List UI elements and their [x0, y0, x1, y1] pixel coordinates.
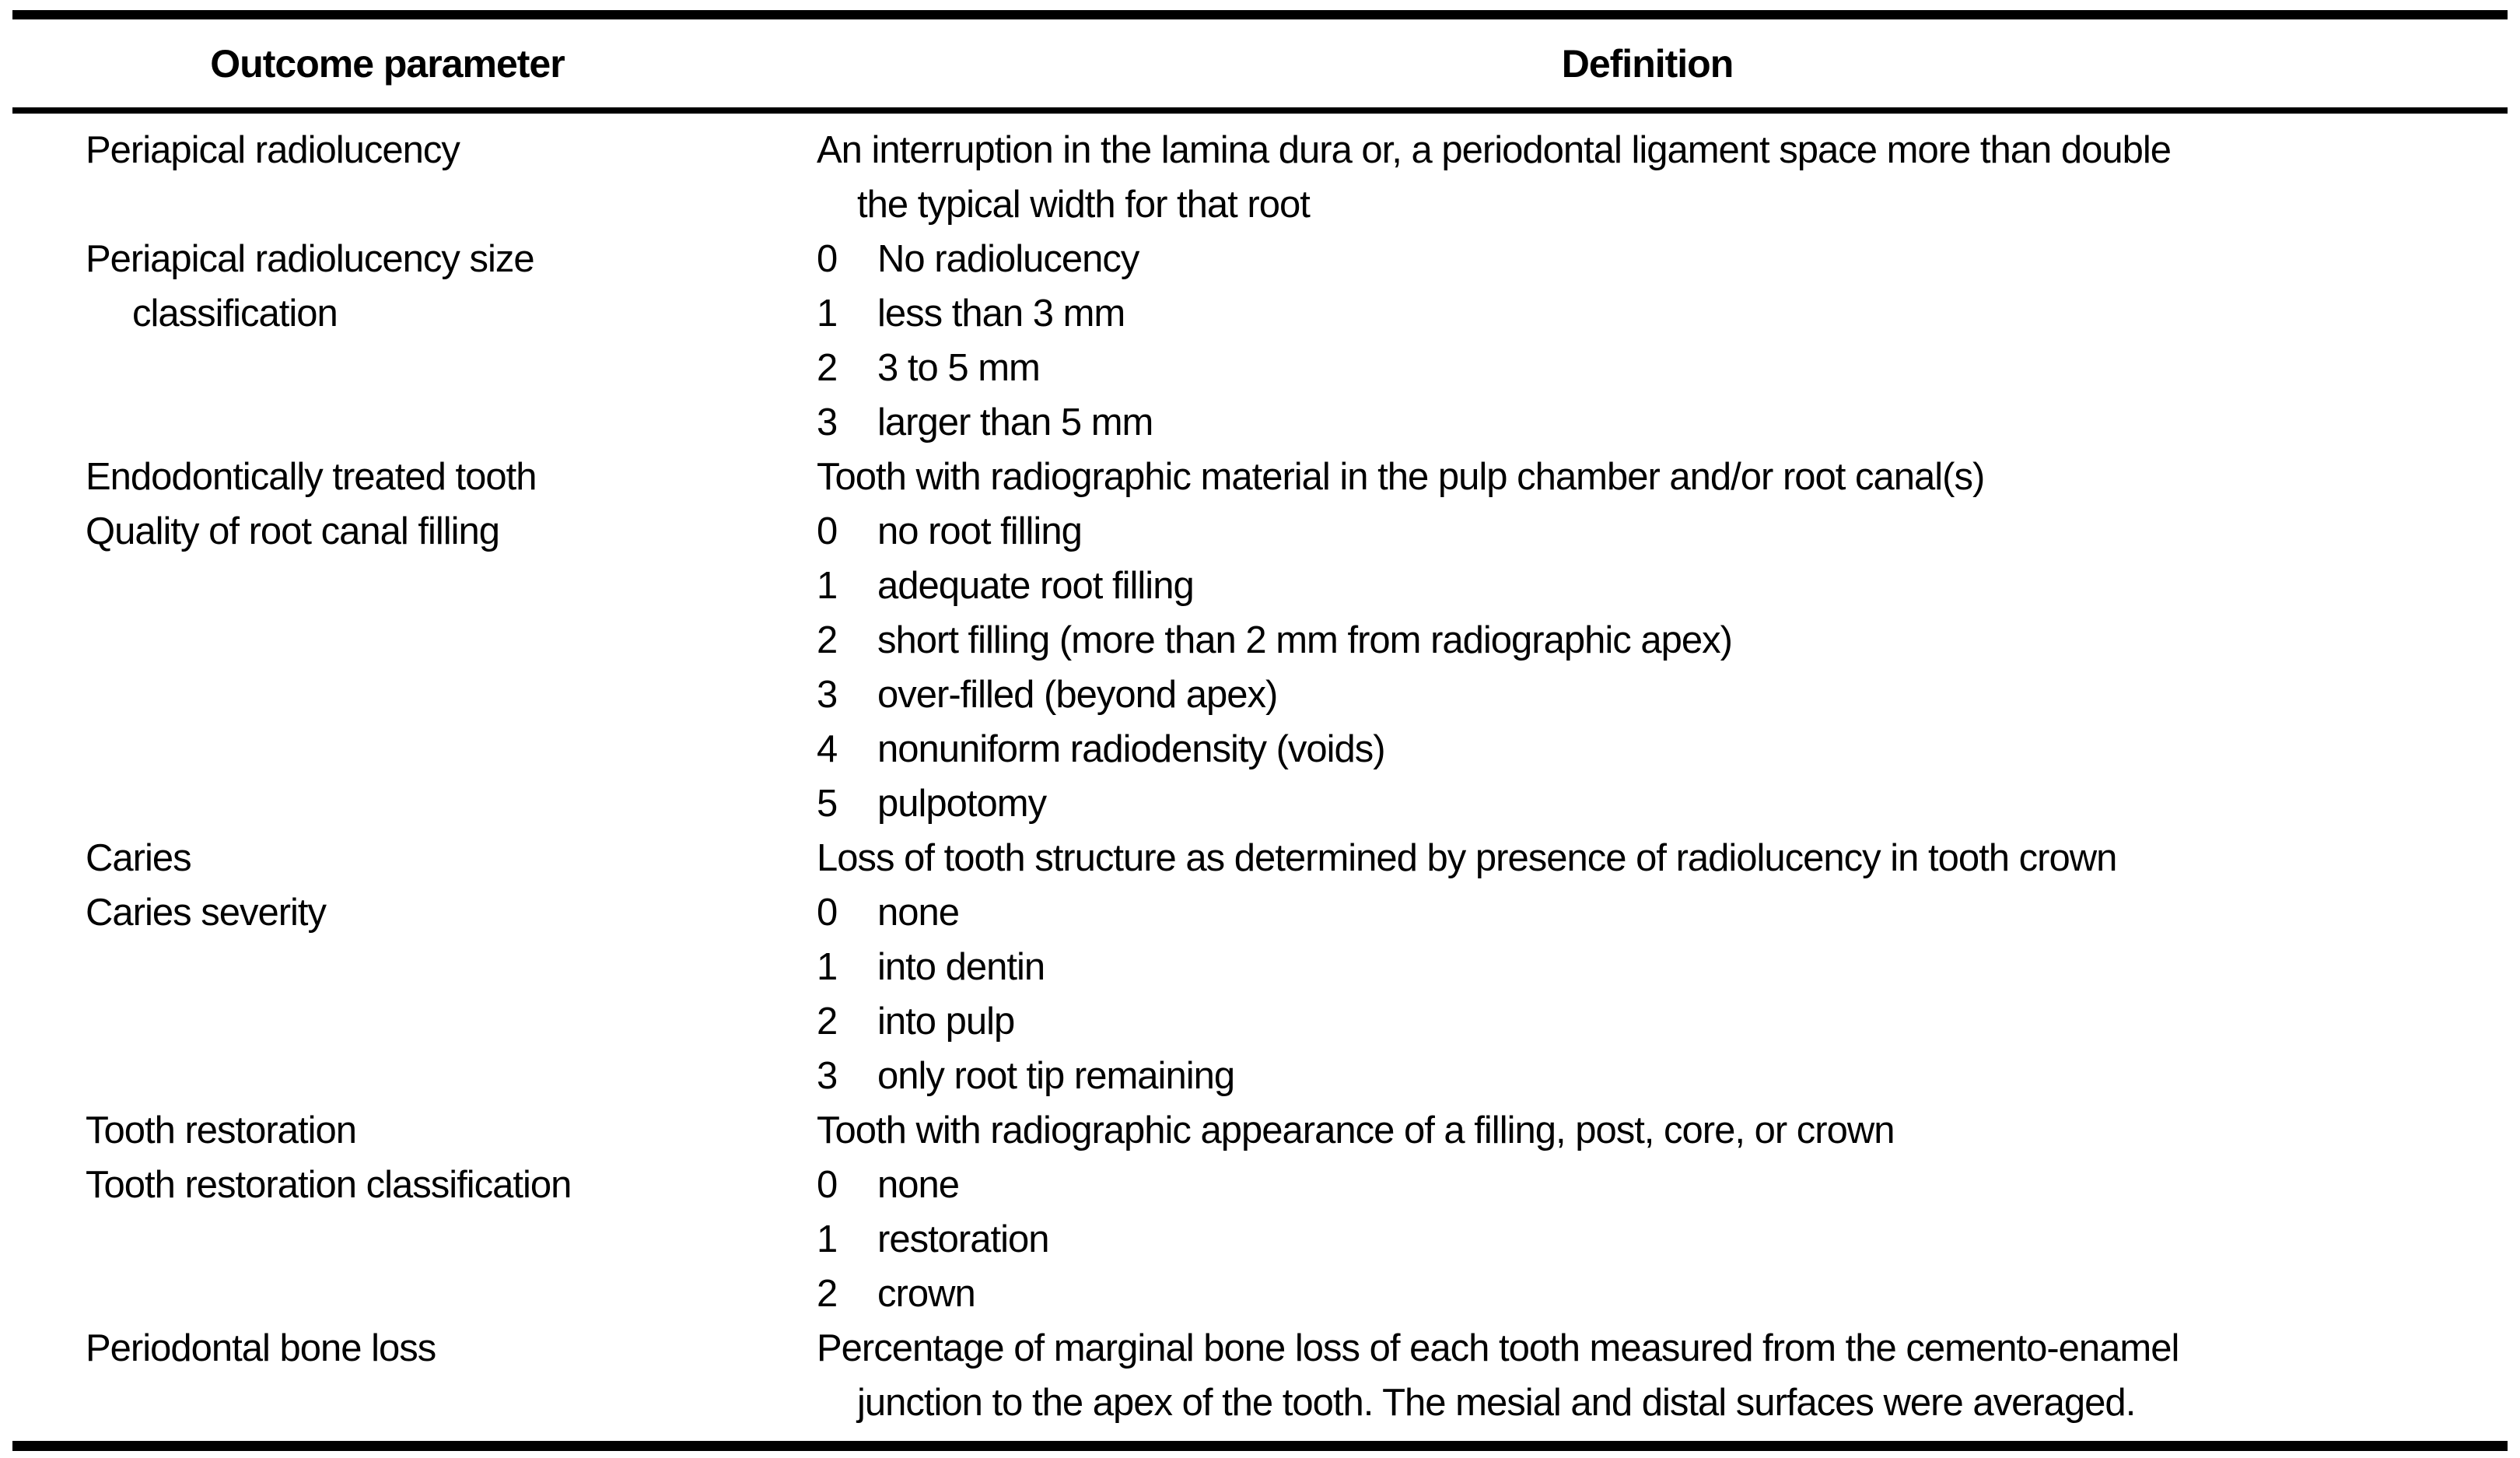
code-label: pulpotomy	[877, 783, 1047, 825]
table-row	[0, 1103, 2520, 1158]
outcome-parameter-cell	[0, 1321, 817, 1376]
outcome-parameter-cell	[0, 885, 817, 940]
outcome-parameter-line: Tooth restoration classification	[86, 1164, 572, 1206]
definition-cell	[817, 1103, 2520, 1158]
code-number: 2	[817, 1273, 838, 1315]
code-label: only root tip remaining	[877, 1055, 1235, 1097]
outcome-parameter-line: classification	[132, 293, 338, 335]
definition-cell	[817, 885, 2520, 1103]
definition-code-line	[817, 994, 2473, 1049]
outcome-parameter-cell	[0, 1158, 817, 1212]
table-body	[0, 114, 2520, 1430]
definition-code-line	[817, 1049, 2473, 1103]
definition-cell	[817, 123, 2520, 232]
outcome-parameter-cell	[0, 831, 817, 885]
code-label: No radiolucency	[877, 238, 1139, 280]
outcome-parameter-cell	[0, 232, 817, 341]
definition-cell	[817, 1158, 2520, 1321]
outcome-parameter-cell	[0, 504, 817, 559]
code-label: into pulp	[877, 1001, 1015, 1043]
table-row	[0, 232, 2520, 450]
outcome-parameter-line: Endodontically treated tooth	[86, 456, 537, 498]
code-label: none	[877, 1164, 960, 1206]
outcome-parameter-line: Quality of root canal filling	[86, 510, 500, 552]
code-number: 5	[817, 783, 838, 825]
code-label: none	[877, 892, 960, 934]
code-label: 3 to 5 mm	[877, 347, 1040, 389]
outcome-parameter-line: Caries	[86, 837, 191, 879]
table-row	[0, 1158, 2520, 1321]
definition-line: Tooth with radiographic appearance of a filling, post, core, or crown	[817, 1109, 1895, 1151]
definition-code-line	[817, 341, 2473, 395]
definition-code-line	[817, 668, 2473, 722]
definition-code-line	[817, 504, 2473, 559]
code-label: no root filling	[877, 510, 1082, 552]
outcome-parameter-line: Periapical radiolucency	[86, 129, 460, 171]
code-label: less than 3 mm	[877, 293, 1125, 335]
code-number: 1	[817, 1218, 838, 1260]
definition-code-line	[817, 885, 2473, 940]
definition-line: Percentage of marginal bone loss of each tooth measured from the cemento-enamel	[817, 1327, 2179, 1369]
definition-line: An interruption in the lamina dura or, a periodontal ligament space more than double	[817, 129, 2172, 171]
code-number: 3	[817, 674, 838, 716]
column-header-outcome-parameter: Outcome parameter	[210, 41, 565, 86]
definition-code-line	[817, 395, 2473, 450]
outcome-parameter-cell	[0, 450, 817, 504]
table-row	[0, 1321, 2520, 1430]
definition-code-line	[817, 559, 2473, 613]
outcome-parameter-line: Periapical radiolucency size	[86, 238, 534, 280]
code-number: 0	[817, 510, 838, 552]
code-number: 1	[817, 565, 838, 607]
definition-line: Tooth with radiographic material in the pulp chamber and/or root canal(s)	[817, 456, 1985, 498]
code-label: crown	[877, 1273, 975, 1315]
definition-code-line	[817, 286, 2473, 341]
definition-cell	[817, 450, 2520, 504]
table-row	[0, 450, 2520, 504]
code-number: 3	[817, 1055, 838, 1097]
column-header-definition: Definition	[1561, 41, 1734, 86]
definition-code-line	[817, 776, 2473, 831]
outcome-parameter-line: Caries severity	[86, 892, 327, 934]
definition-line: the typical width for that root	[857, 184, 1310, 226]
code-label: restoration	[877, 1218, 1049, 1260]
code-label: short filling (more than 2 mm from radiographic apex)	[877, 619, 1732, 661]
code-label: into dentin	[877, 946, 1045, 988]
definition-line: Loss of tooth structure as determined by presence of radiolucency in tooth crown	[817, 837, 2117, 879]
table-row	[0, 123, 2520, 232]
code-number: 3	[817, 401, 838, 443]
definition-code-line	[817, 1212, 2473, 1267]
code-label: over-filled (beyond apex)	[877, 674, 1278, 716]
code-number: 0	[817, 238, 838, 280]
code-label: adequate root filling	[877, 565, 1194, 607]
table-header-rule	[12, 107, 2508, 114]
code-number: 0	[817, 892, 838, 934]
definition-cell	[817, 504, 2520, 831]
table-header-row	[0, 19, 2520, 107]
code-label: larger than 5 mm	[877, 401, 1153, 443]
table-row	[0, 504, 2520, 831]
code-number: 1	[817, 946, 838, 988]
table-top-rule	[12, 10, 2508, 19]
outcome-parameter-cell	[0, 123, 817, 177]
definition-code-line	[817, 1158, 2473, 1212]
code-number: 2	[817, 347, 838, 389]
definition-cell	[817, 831, 2520, 885]
definition-line: junction to the apex of the tooth. The mesial and distal surfaces were averaged.	[857, 1382, 2136, 1424]
table-bottom-rule	[12, 1441, 2508, 1451]
definition-code-line	[817, 1267, 2473, 1321]
code-number: 2	[817, 1001, 838, 1043]
table-row	[0, 885, 2520, 1103]
definition-code-line	[817, 722, 2473, 776]
definition-cell	[817, 232, 2520, 450]
table-row	[0, 831, 2520, 885]
definition-code-line	[817, 940, 2473, 994]
code-number: 1	[817, 293, 838, 335]
definition-code-line	[817, 232, 2473, 286]
outcome-parameter-cell	[0, 1103, 817, 1158]
outcome-parameter-line: Tooth restoration	[86, 1109, 356, 1151]
definition-cell	[817, 1321, 2520, 1430]
code-number: 0	[817, 1164, 838, 1206]
definition-code-line	[817, 613, 2473, 668]
outcome-parameter-line: Periodontal bone loss	[86, 1327, 436, 1369]
code-number: 4	[817, 728, 838, 770]
code-number: 2	[817, 619, 838, 661]
code-label: nonuniform radiodensity (voids)	[877, 728, 1385, 770]
